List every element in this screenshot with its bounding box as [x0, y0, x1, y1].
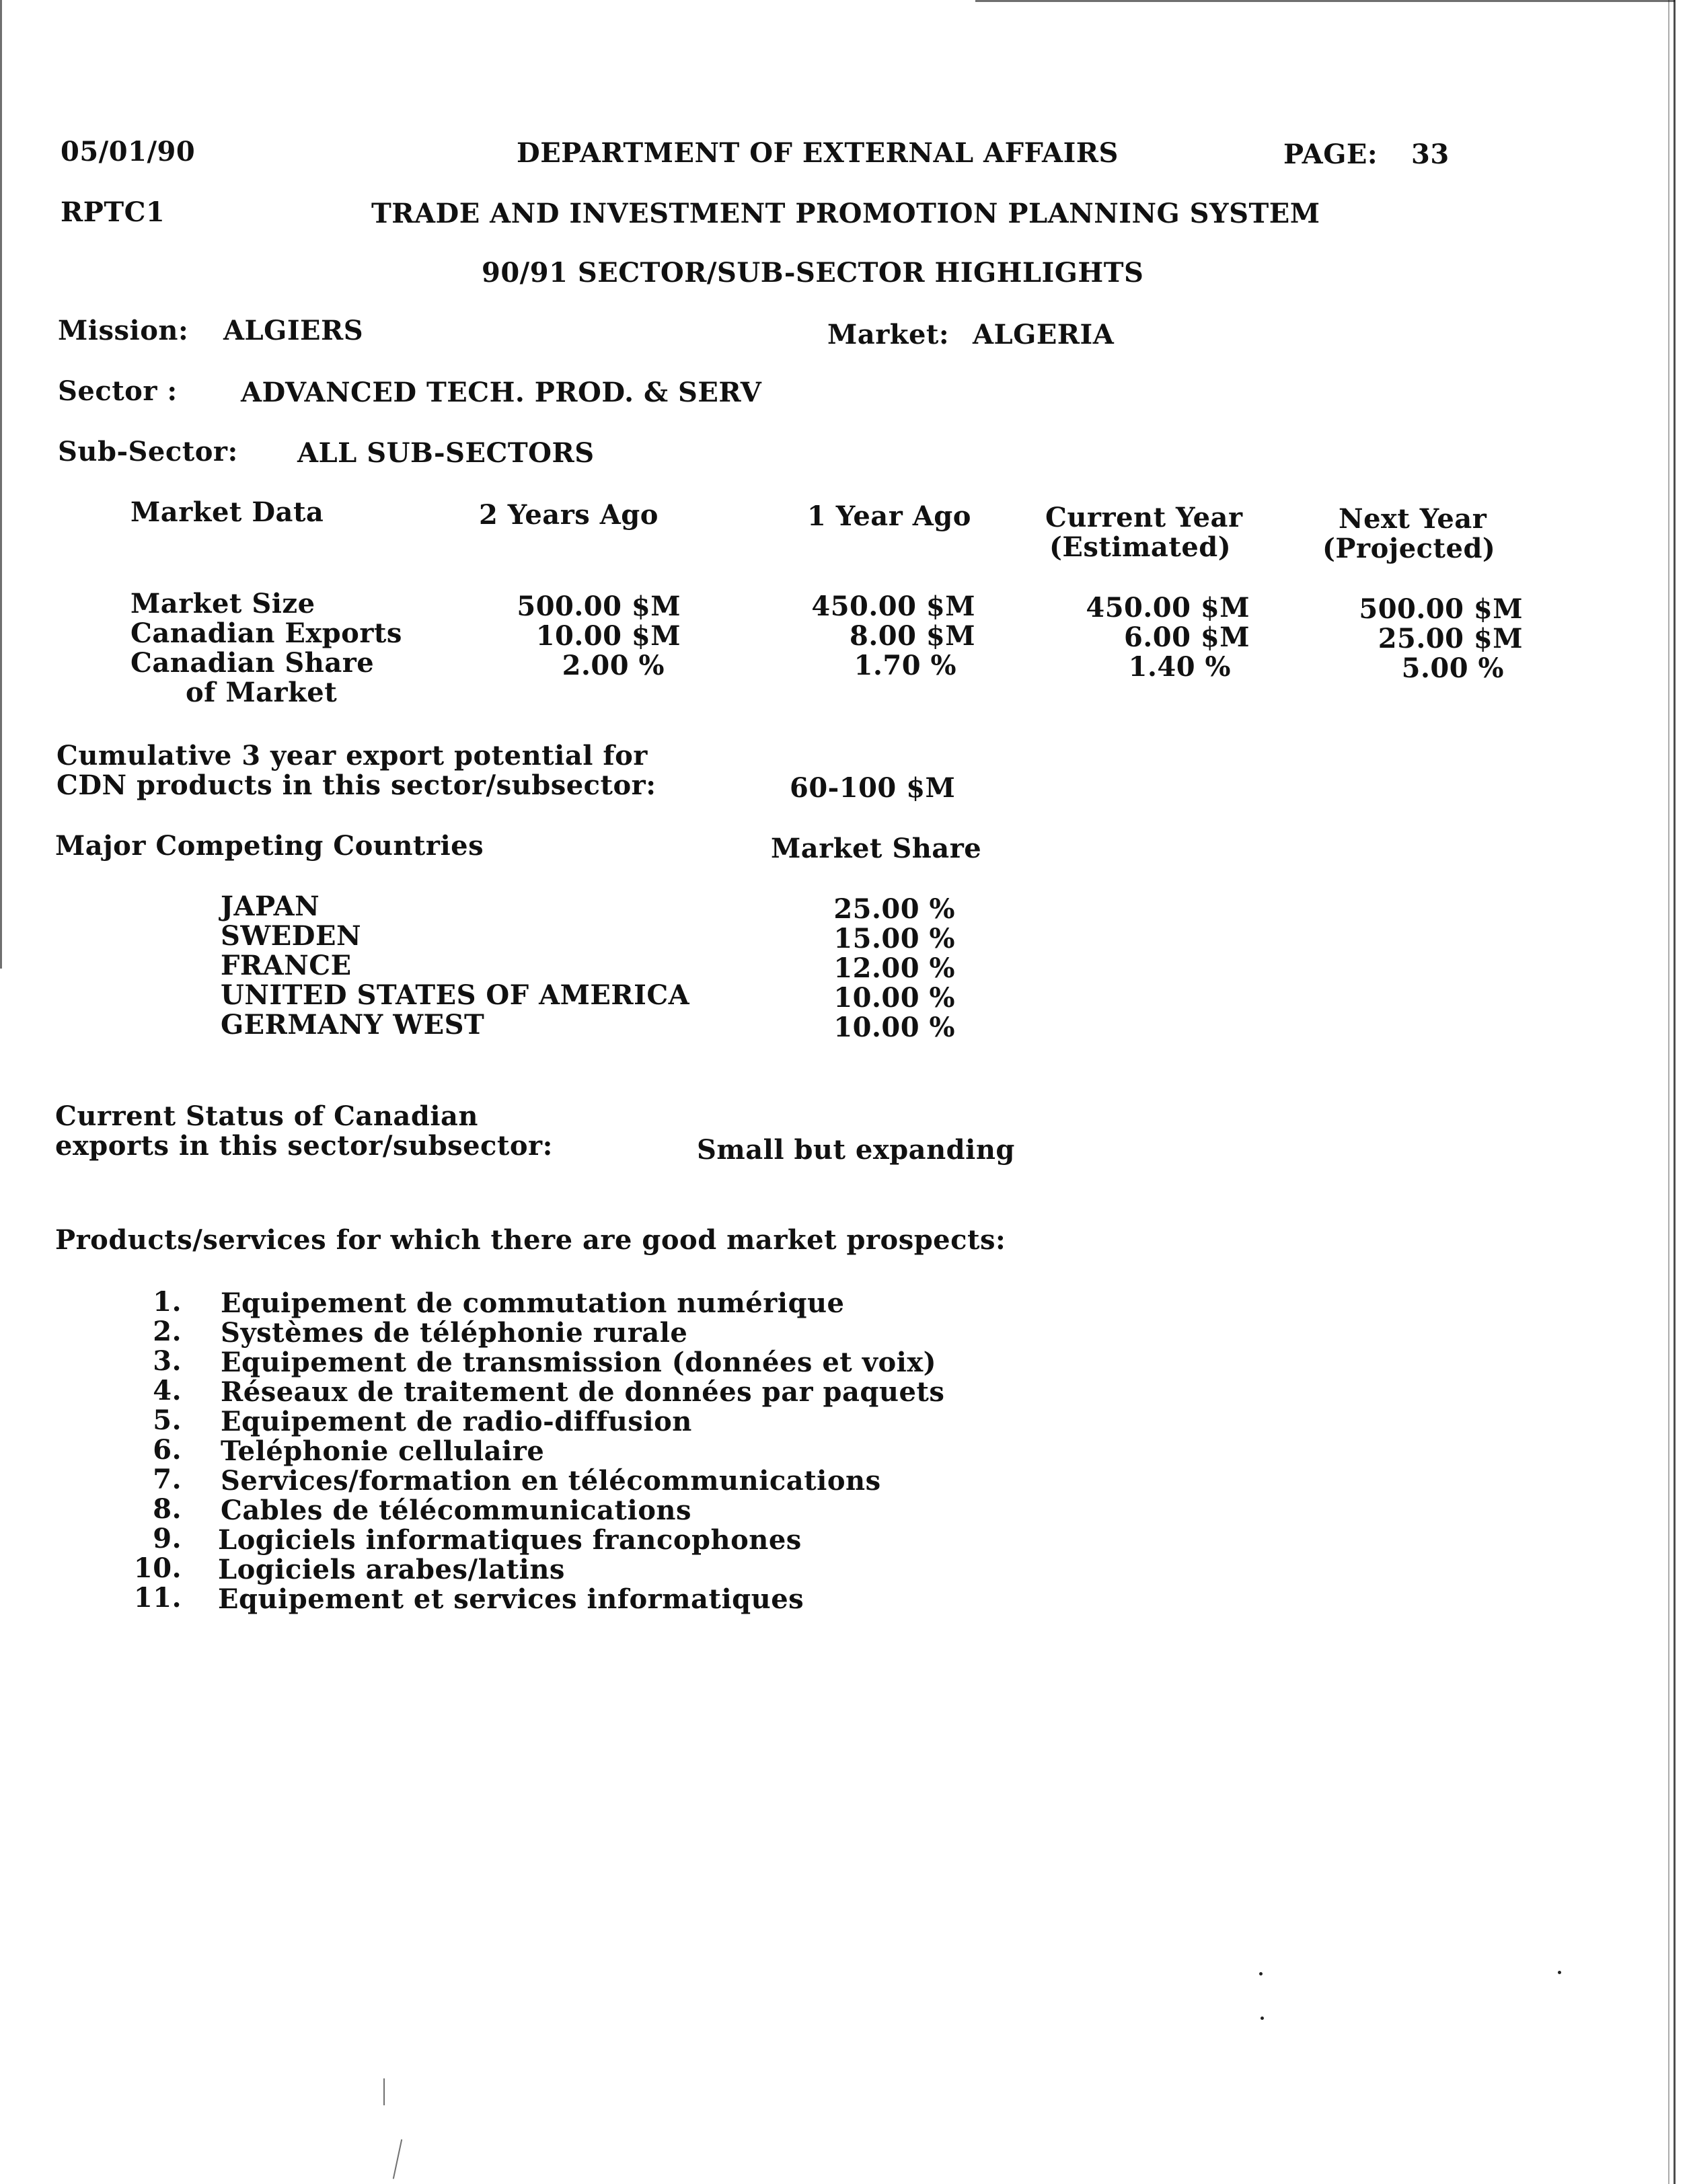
- competitor-country: UNITED STATES OF AMERICA: [221, 979, 690, 1011]
- sector-value: ADVANCED TECH. PROD. & SERV: [241, 377, 762, 408]
- cell-canadian-share-ny: 5.00 %: [1401, 652, 1504, 684]
- prospect-text: Equipement de transmission (données et voix): [221, 1347, 937, 1378]
- cell-canadian-share-cy: 1.40 %: [1128, 651, 1231, 683]
- prospect-number: 3.: [153, 1345, 182, 1377]
- competitor-share: 10.00 %: [833, 1012, 955, 1043]
- competitors-header: Major Competing Countries: [55, 830, 484, 862]
- col-header-next-year-sub: (Projected): [1322, 533, 1496, 564]
- prospect-text: Equipement de radio-diffusion: [221, 1406, 692, 1437]
- competitor-country: SWEDEN: [221, 920, 362, 952]
- prospect-number: 7.: [153, 1464, 182, 1495]
- cell-market-size-1y: 450.00 $M: [811, 591, 975, 622]
- status-text-line2: exports in this sector/subsector:: [55, 1130, 553, 1162]
- scan-edge-right: [1674, 0, 1676, 2184]
- prospects-header: Products/services for which there are good market prospects:: [55, 1224, 1006, 1256]
- status-value: Small but expanding: [697, 1134, 1015, 1166]
- mission-value: ALGIERS: [223, 315, 364, 346]
- market-value: ALGERIA: [973, 319, 1115, 350]
- scan-speck: [1558, 1971, 1561, 1974]
- prospect-text: Réseaux de traitement de données par paquets: [221, 1376, 945, 1408]
- cell-canadian-exports-2y: 10.00 $M: [535, 620, 681, 652]
- report-title: 90/91 SECTOR/SUB-SECTOR HIGHLIGHTS: [482, 257, 1144, 289]
- market-share-header: Market Share: [771, 833, 982, 864]
- row-label-canadian-share: Canadian Share: [130, 647, 375, 679]
- scan-edge-right-inner: [1668, 0, 1669, 2184]
- competitor-country: FRANCE: [221, 950, 352, 981]
- competitor-country: GERMANY WEST: [221, 1009, 485, 1041]
- competitor-share: 25.00 %: [833, 893, 955, 925]
- col-header-current-year: Current Year: [1045, 502, 1243, 533]
- prospect-text: Systèmes de téléphonie rurale: [221, 1317, 688, 1349]
- col-header-current-year-sub: (Estimated): [1049, 531, 1232, 563]
- scan-speck: [1261, 2017, 1264, 2020]
- market-data-header: Market Data: [130, 496, 324, 528]
- prospect-number: 4.: [153, 1375, 182, 1406]
- status-text-line1: Current Status of Canadian: [55, 1100, 479, 1132]
- prospect-number: 5.: [153, 1404, 182, 1436]
- prospect-number: 8.: [153, 1493, 182, 1525]
- prospect-number: 1.: [153, 1286, 182, 1318]
- potential-text-line1: Cumulative 3 year export potential for: [57, 740, 648, 771]
- prospect-text: Equipement de commutation numérique: [221, 1287, 845, 1319]
- subsector-label: Sub-Sector:: [58, 436, 238, 467]
- prospect-text: Teléphonie cellulaire: [221, 1435, 545, 1467]
- mission-label: Mission:: [58, 315, 189, 346]
- potential-text-line2: CDN products in this sector/subsector:: [57, 769, 656, 801]
- scan-edge-top: [975, 0, 1675, 2]
- cell-canadian-exports-1y: 8.00 $M: [850, 620, 975, 652]
- page-label: PAGE:: [1283, 139, 1378, 170]
- report-date: 05/01/90: [61, 136, 196, 167]
- prospect-number: 6.: [153, 1434, 182, 1466]
- prospect-number: 10.: [133, 1552, 182, 1584]
- col-header-1-year-ago: 1 Year Ago: [807, 500, 971, 532]
- prospect-number: 11.: [133, 1582, 182, 1614]
- subsector-value: ALL SUB-SECTORS: [297, 437, 595, 469]
- competitor-country: JAPAN: [221, 891, 320, 922]
- col-header-next-year: Next Year: [1339, 503, 1487, 535]
- row-label-canadian-share-sub: of Market: [186, 677, 338, 708]
- market-label: Market:: [827, 319, 950, 350]
- cell-canadian-share-2y: 2.00 %: [562, 650, 665, 681]
- competitor-share: 12.00 %: [833, 952, 955, 984]
- scan-mark: [383, 2078, 385, 2105]
- row-label-canadian-exports: Canadian Exports: [130, 617, 402, 649]
- system-title: TRADE AND INVESTMENT PROMOTION PLANNING SYSTEM: [371, 198, 1320, 229]
- report-code: RPTC1: [61, 196, 165, 228]
- prospect-number: 2.: [153, 1316, 182, 1347]
- competitor-share: 10.00 %: [833, 982, 955, 1014]
- cell-market-size-ny: 500.00 $M: [1359, 593, 1523, 625]
- prospect-text: Cables de télécommunications: [221, 1495, 691, 1526]
- prospect-number: 9.: [153, 1523, 182, 1554]
- cell-market-size-2y: 500.00 $M: [517, 591, 681, 622]
- prospect-text: Equipement et services informatiques: [218, 1583, 804, 1615]
- page-number: 33: [1411, 139, 1450, 170]
- competitor-share: 15.00 %: [833, 923, 955, 954]
- cell-market-size-cy: 450.00 $M: [1086, 592, 1250, 624]
- cell-canadian-exports-cy: 6.00 $M: [1124, 622, 1250, 653]
- department-title: DEPARTMENT OF EXTERNAL AFFAIRS: [517, 137, 1119, 169]
- cell-canadian-share-1y: 1.70 %: [854, 650, 956, 681]
- potential-value: 60-100 $M: [790, 772, 956, 804]
- prospect-text: Logiciels arabes/latins: [218, 1554, 565, 1585]
- sector-label: Sector :: [58, 375, 178, 407]
- scan-edge-left: [0, 0, 2, 969]
- col-header-2-years-ago: 2 Years Ago: [479, 499, 659, 531]
- prospect-text: Logiciels informatiques francophones: [218, 1524, 802, 1556]
- scan-speck: [1259, 1972, 1263, 1975]
- scan-mark: [393, 2139, 402, 2179]
- row-label-market-size: Market Size: [130, 588, 315, 619]
- prospect-text: Services/formation en télécommunications: [221, 1465, 881, 1497]
- cell-canadian-exports-ny: 25.00 $M: [1378, 623, 1523, 654]
